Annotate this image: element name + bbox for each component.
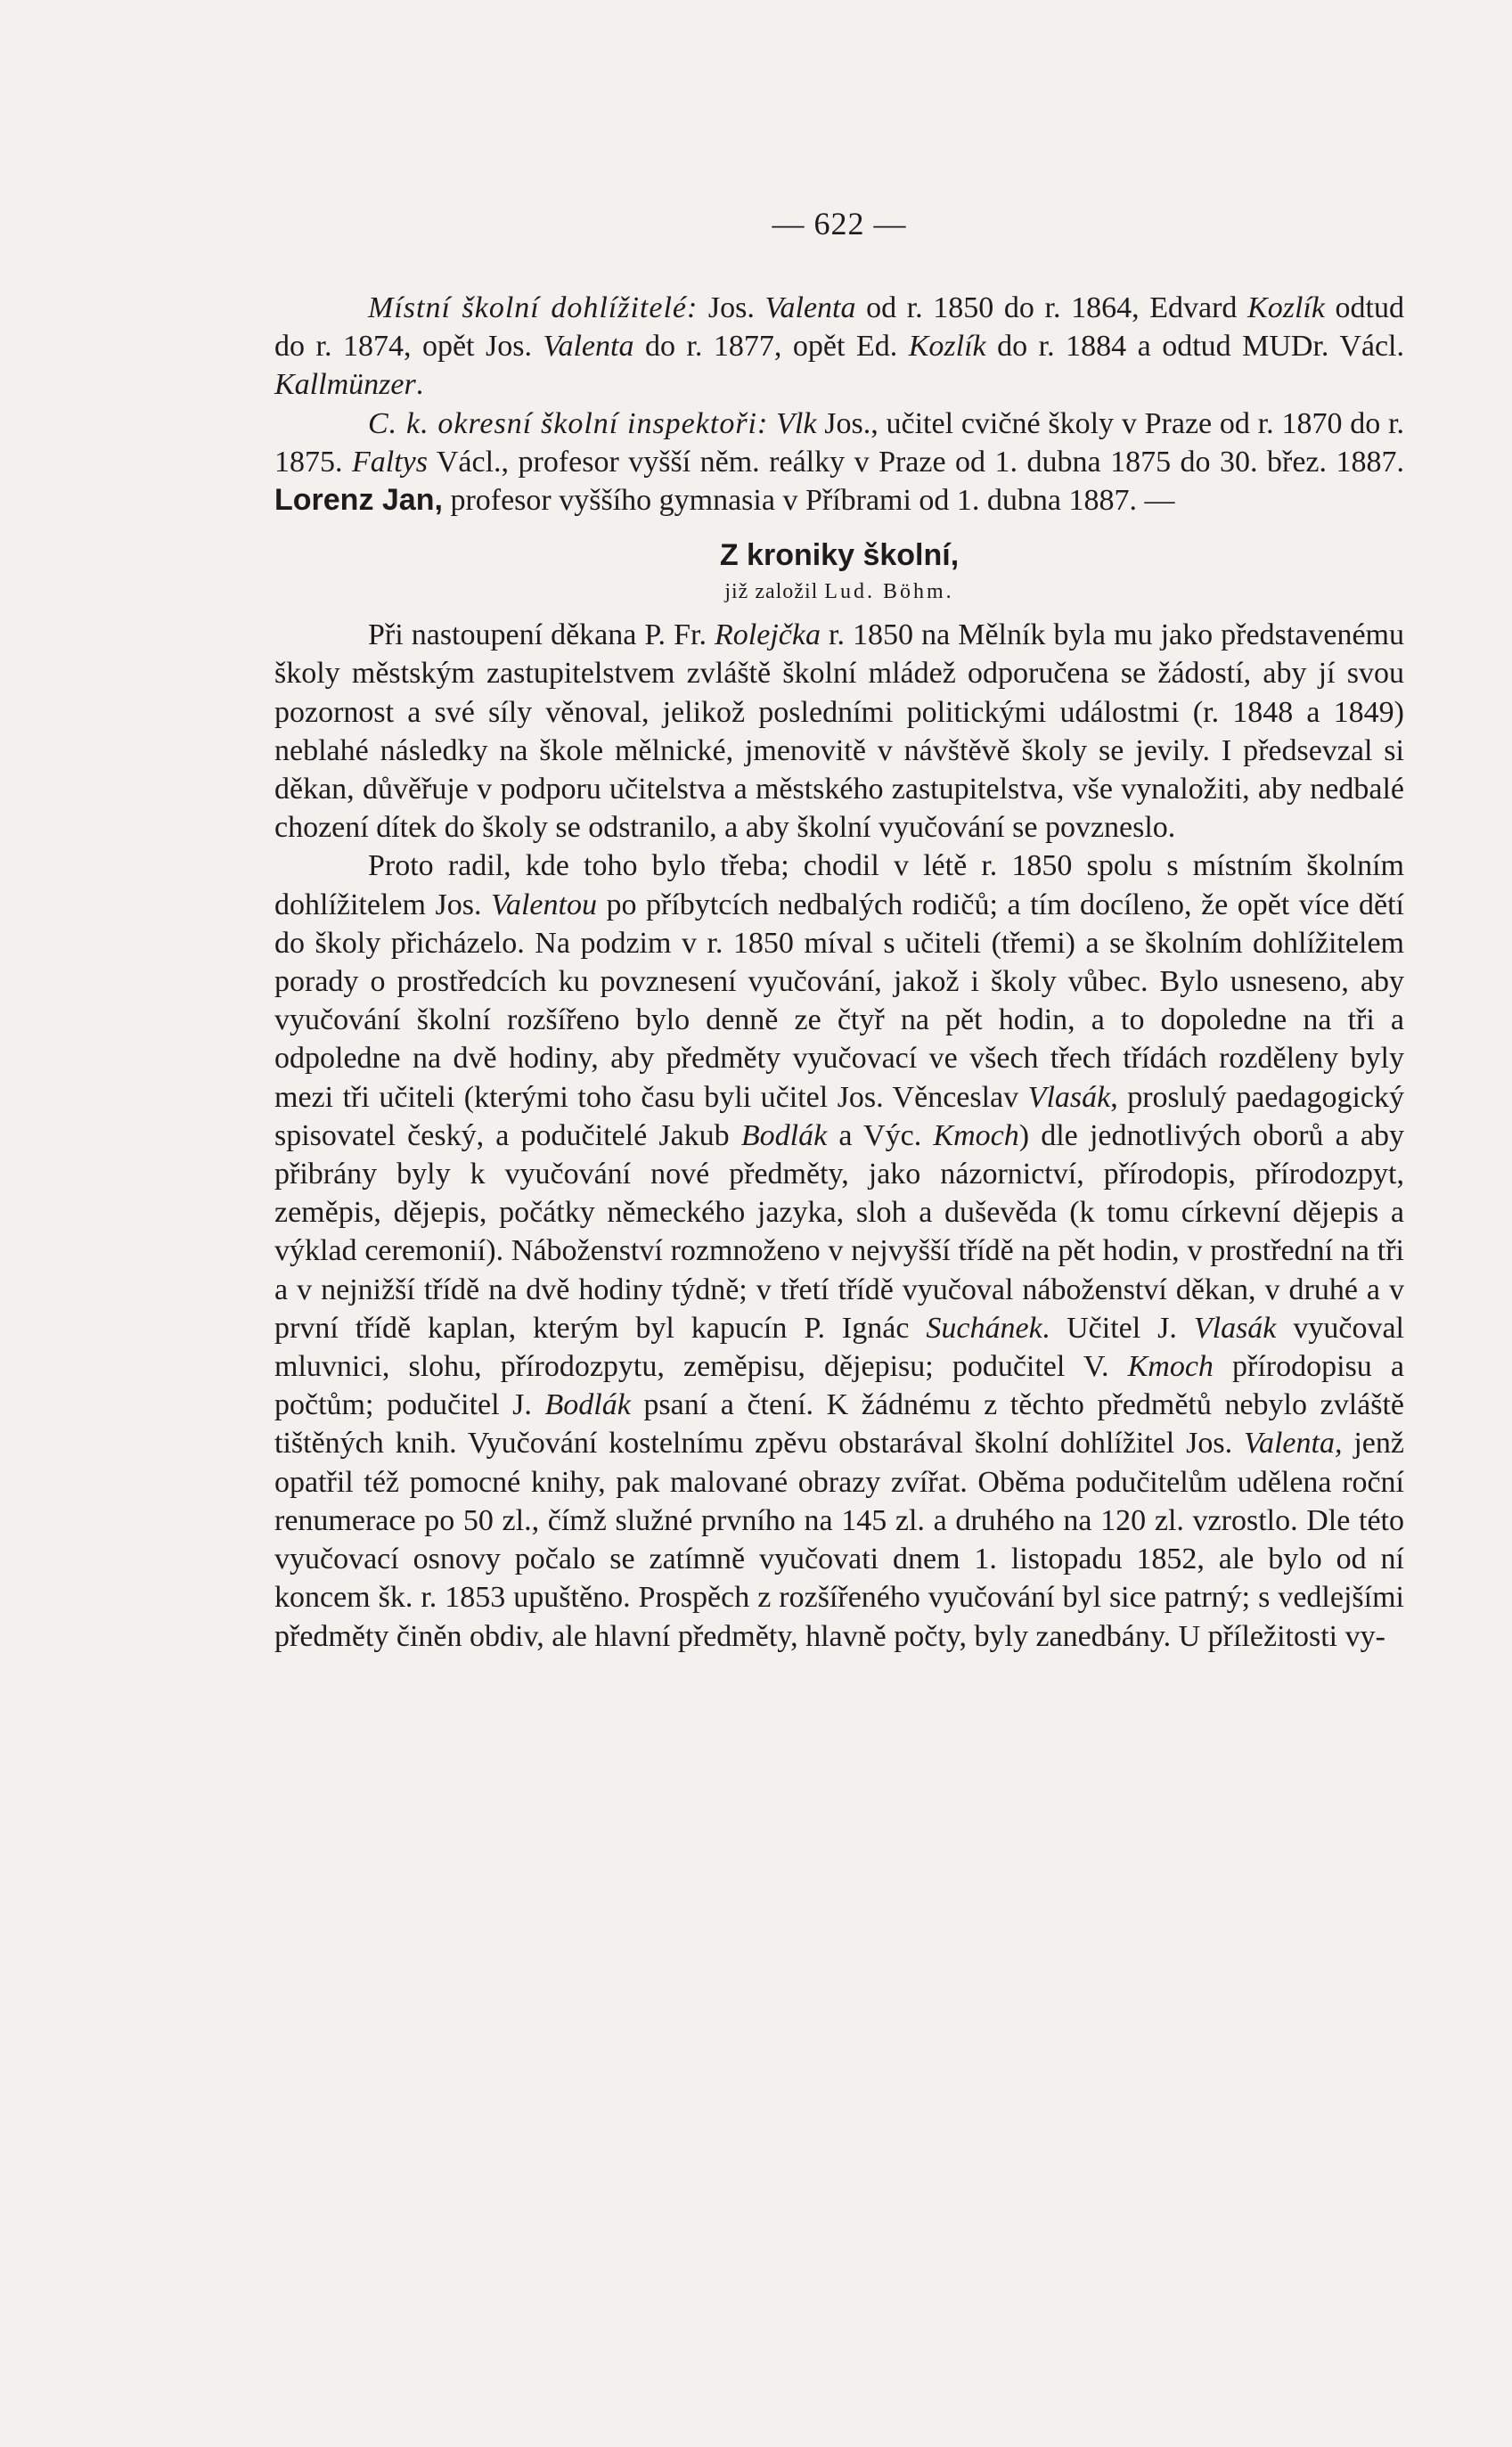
page-text	[274, 203, 1404, 1656]
body-paragraph-2	[274, 847, 1404, 1655]
text-run: a Výc.	[827, 1118, 934, 1152]
author-name: Lud. Böhm.	[824, 580, 954, 604]
text-run: ) dle jednotlivých oborů a aby přibrány byly k vyučování nové předměty, jako názornictví, přírodopis, přírodozpyt, zeměpis, dějepis, počátky německého jazyka, sloh a duševěda (k tomu církevní dějepis a výklad ceremonií). Náboženství rozmnoženo v nejvyšší třídě na pět hodin, v prostřední na tři a v nejnižší třídě na dvě hodiny týdně; v třetí třídě vyučoval náboženství děkan, v druhé a v první třídě kaplan, kterým byl kapucín P. Ignác	[274, 1118, 1404, 1345]
text-run: Místní školní dohlížitelé:	[368, 291, 699, 324]
text-run: Rolejčka	[715, 618, 821, 652]
text-run: Bodlák	[740, 1118, 828, 1152]
text-run: Kmoch	[1127, 1350, 1214, 1384]
paragraph-local-inspectors	[274, 289, 1404, 405]
text-run: do r. 1877, opět Ed.	[633, 330, 909, 364]
subtitle-prefix: již založil	[724, 580, 819, 604]
text-run: po příbytcích nedbalých rodičů; a tím docíleno, že opět více dětí do školy přicházelo. Na podzim v r. 1850 míval s učiteli (třemi) a se školním dohlížitelem porady o prostředcích ku povznesení vyučování, jakož i školy vůbec. Bylo usneseno, aby vyučování školní rozšířeno bylo denně ze čtyř na pět hodin, a to dopoledne na tři a odpoledne na dvě hodiny, aby předměty vyučovací ve všech třech třídách rozděleny byly mezi tři učiteli (kterými toho času byli učitel Jos. Věnceslav	[274, 888, 1405, 1114]
text-run: Bodlák	[544, 1388, 631, 1422]
text-run: Suchánek	[926, 1311, 1042, 1345]
paragraph-district-inspectors	[274, 405, 1404, 520]
text-run: Vlasák	[1193, 1311, 1277, 1345]
text-run: odtud do r. 1874, opět Jos.	[274, 291, 1405, 364]
text-run: Vlk	[776, 406, 817, 440]
section-subtitle	[274, 575, 1404, 609]
text-run: Jos., učitel cvičné školy v Praze od r. 1870 do r. 1875.	[274, 406, 1405, 479]
text-run: psaní a čtení. K žádnému z těchto předmětů nebylo zvláště tištěných knih. Vyučování kostelnímu zpěvu obstarával školní dohlížitel Jos.	[274, 1388, 1404, 1461]
text-run: profesor vyššího gymnasia v Příbrami od 1. dubna 1887. —	[442, 484, 1175, 518]
page-number: — 622 —	[772, 206, 907, 241]
text-run: Při nastoupení děkana P. Fr.	[368, 618, 715, 652]
text-run: přírodopisu a počtům; podučitel J.	[274, 1350, 1404, 1422]
text-run: Kmoch	[933, 1118, 1019, 1152]
text-run: Jos.	[698, 291, 765, 324]
text-run: od r. 1850 do r. 1864, Edvard	[855, 291, 1248, 324]
text-run	[768, 407, 776, 440]
text-run: jenž opatřil též pomocné knihy, pak malované obrazy zvířat. Oběma podučitelům udělena roční renumerace po 50 zl., čímž služné prvního na 145 zl. a druhého na 120 zl. vzrostlo. Dle této vyučovací osnovy počalo se zatímně vyučovati dnem 1. listopadu 1852, ale bylo od ní koncem šk. r. 1853 upuštěno. Prospěch z rozšířeného vyučování byl sice patrný; s vedlejšími předměty činěn obdiv, ale hlavní předměty, hlavně počty, byly zanedbány. U příležitosti vy-	[274, 1427, 1404, 1653]
text-run: r. 1850 na Mělník byla mu jako představenému školy městským zastupitelstvem zvláště školní mládež odporučena se žádostí, aby jí svou pozornost a své síly věnoval, jelikož posledními politickými událostmi (r. 1848 a 1849) neblahé následky na škole mělnické, jmenovitě v návštěvě školy se jevily. I předsevzal si děkan, důvěřuje v podporu učitelstva a městského zastupitelstva, vše vynaložiti, aby nedbalé chození dítek do školy se odstranilo, a aby školní vyučování se povzneslo.	[274, 618, 1404, 845]
text-run: C. k. okresní školní inspektoři:	[368, 406, 769, 440]
text-run: Vlasák	[1027, 1080, 1111, 1114]
text-run: Václ., profesor vyšší něm. reálky v Praze od 1. dubna 1875 do 30. břez. 1887.	[427, 445, 1404, 479]
text-run: vyučoval mluvnici, slohu, přírodozpytu, zeměpisu, dějepisu; podučitel V.	[274, 1311, 1404, 1384]
text-run: Valenta	[543, 330, 634, 364]
text-run: Valentou	[490, 888, 597, 921]
text-run: , proslulý paedagogický spisovatel český, a podučitelé Jakub	[274, 1080, 1404, 1152]
text-run: .	[415, 368, 424, 402]
text-run: Kallmünzer	[274, 368, 416, 402]
body-paragraph-1	[274, 616, 1404, 847]
section-title: Z kroniky školní,	[719, 538, 960, 573]
text-run: Valenta	[764, 291, 856, 324]
text-run: Valenta,	[1243, 1427, 1343, 1461]
text-run: Proto radil, kde toho bylo třeba; chodil v létě r. 1850 spolu s místním školním dohlížitelem Jos.	[274, 849, 1404, 921]
text-run: Lorenz Jan,	[274, 483, 443, 518]
text-run: Faltys	[351, 445, 428, 479]
text-run: Kozlík	[908, 330, 986, 364]
text-run: . Učitel J.	[1042, 1311, 1194, 1345]
text-run: Kozlík	[1247, 291, 1325, 324]
text-run: do r. 1884 a odtud MUDr. Václ.	[985, 330, 1404, 364]
